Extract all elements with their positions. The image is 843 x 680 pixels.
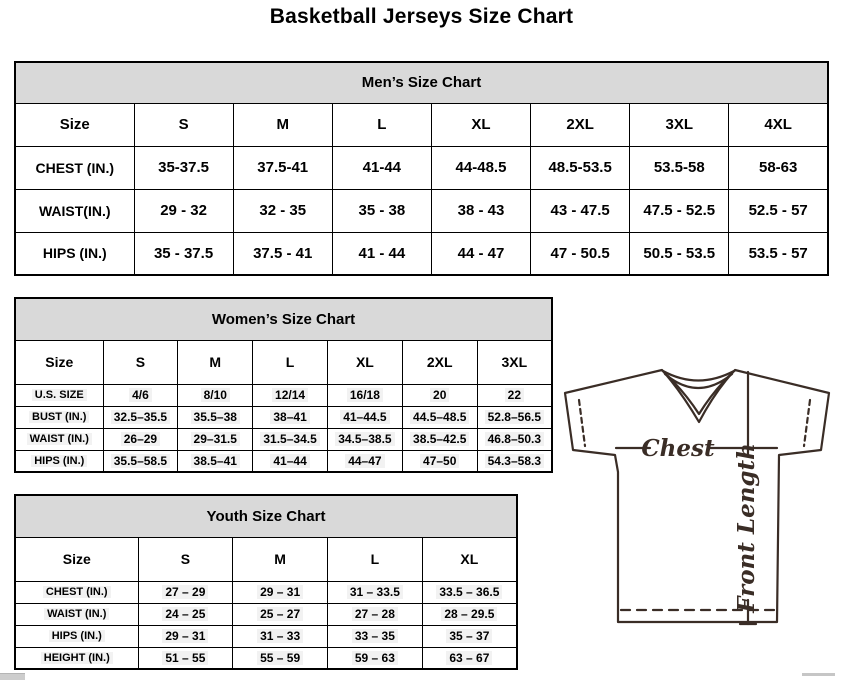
- size-cell: 52.5 - 57: [729, 189, 828, 232]
- column-header: S: [134, 103, 233, 146]
- size-cell: 31 – 33.5: [328, 581, 423, 603]
- column-header: M: [178, 340, 253, 384]
- size-cell: 51 – 55: [138, 647, 233, 669]
- table-row: [15, 62, 828, 103]
- column-header: 2XL: [402, 340, 477, 384]
- column-header: L: [332, 103, 431, 146]
- column-header: S: [138, 537, 233, 581]
- column-header: 3XL: [477, 340, 552, 384]
- size-cell: 8/10: [178, 384, 253, 406]
- size-cell: 22: [477, 384, 552, 406]
- youth-size-chart-table: [14, 494, 518, 670]
- size-cell: 41-44: [332, 146, 431, 189]
- column-header: 2XL: [531, 103, 630, 146]
- size-cell: 55 – 59: [233, 647, 328, 669]
- table-row: [15, 428, 552, 450]
- size-cell: 38–41: [253, 406, 328, 428]
- column-header: 4XL: [729, 103, 828, 146]
- size-cell: 50.5 - 53.5: [630, 232, 729, 275]
- table-row: [15, 406, 552, 428]
- column-header: Size: [15, 340, 103, 384]
- column-header: M: [233, 103, 332, 146]
- table-row: [15, 603, 517, 625]
- row-label: U.S. SIZE: [15, 384, 103, 406]
- row-label: HIPS (IN.): [15, 625, 138, 647]
- size-cell: 24 – 25: [138, 603, 233, 625]
- size-cell: 41–44.5: [327, 406, 402, 428]
- jersey-outline: [565, 370, 829, 622]
- table-row: [15, 232, 828, 275]
- size-cell: 26–29: [103, 428, 178, 450]
- table-header-row: [15, 340, 552, 384]
- size-cell: 35 - 37.5: [134, 232, 233, 275]
- men-table-title: Men’s Size Chart: [15, 62, 828, 103]
- size-cell: 16/18: [327, 384, 402, 406]
- size-cell: 37.5-41: [233, 146, 332, 189]
- size-cell: 44.5–48.5: [402, 406, 477, 428]
- size-cell: 38 - 43: [431, 189, 530, 232]
- column-header: XL: [422, 537, 517, 581]
- size-cell: 41 - 44: [332, 232, 431, 275]
- size-cell: 47–50: [402, 450, 477, 472]
- size-cell: 38.5–42.5: [402, 428, 477, 450]
- size-cell: 35 – 37: [422, 625, 517, 647]
- table-row: [15, 146, 828, 189]
- column-header: Size: [15, 537, 138, 581]
- size-cell: 32 - 35: [233, 189, 332, 232]
- size-cell: 63 – 67: [422, 647, 517, 669]
- size-cell: 20: [402, 384, 477, 406]
- front-length-label: Front Length: [733, 443, 760, 613]
- size-cell: 35 - 38: [332, 189, 431, 232]
- size-cell: 44 - 47: [431, 232, 530, 275]
- table-row: [15, 625, 517, 647]
- size-cell: 59 – 63: [328, 647, 423, 669]
- size-cell: 44–47: [327, 450, 402, 472]
- table-header-row: [15, 103, 828, 146]
- page-title: Basketball Jerseys Size Chart: [269, 5, 574, 28]
- row-label: HIPS (IN.): [15, 232, 134, 275]
- column-header: L: [253, 340, 328, 384]
- jersey-measurement-diagram: [558, 362, 843, 632]
- size-cell: 53.5-58: [630, 146, 729, 189]
- size-cell: 29 – 31: [138, 625, 233, 647]
- size-cell: 29 - 32: [134, 189, 233, 232]
- row-label: WAIST(IN.): [15, 189, 134, 232]
- size-cell: 54.3–58.3: [477, 450, 552, 472]
- column-header: XL: [327, 340, 402, 384]
- size-cell: 32.5–35.5: [103, 406, 178, 428]
- table-row: [15, 581, 517, 603]
- row-label: BUST (IN.): [15, 406, 103, 428]
- row-label: WAIST (IN.): [15, 603, 138, 625]
- size-cell: 37.5 - 41: [233, 232, 332, 275]
- size-cell: 33 – 35: [328, 625, 423, 647]
- size-cell: 34.5–38.5: [327, 428, 402, 450]
- women-table-title: Women’s Size Chart: [15, 298, 552, 340]
- table-header-row: [15, 537, 517, 581]
- column-header: XL: [431, 103, 530, 146]
- size-cell: 53.5 - 57: [729, 232, 828, 275]
- column-header: 3XL: [630, 103, 729, 146]
- row-label: CHEST (IN.): [15, 581, 138, 603]
- size-cell: 38.5–41: [178, 450, 253, 472]
- row-label: HIPS (IN.): [15, 450, 103, 472]
- size-cell: 41–44: [253, 450, 328, 472]
- bottom-right-cutoff-fragment: [802, 673, 835, 676]
- youth-table-title: Youth Size Chart: [15, 495, 517, 537]
- column-header: Size: [15, 103, 134, 146]
- size-cell: 48.5-53.5: [531, 146, 630, 189]
- size-cell: 29 – 31: [233, 581, 328, 603]
- row-label: HEIGHT (IN.): [15, 647, 138, 669]
- column-header: L: [328, 537, 423, 581]
- size-cell: 31 – 33: [233, 625, 328, 647]
- size-cell: 33.5 – 36.5: [422, 581, 517, 603]
- size-cell: 31.5–34.5: [253, 428, 328, 450]
- size-cell: 52.8–56.5: [477, 406, 552, 428]
- table-row: [15, 189, 828, 232]
- size-cell: 12/14: [253, 384, 328, 406]
- column-header: S: [103, 340, 178, 384]
- table-row: [15, 450, 552, 472]
- table-row: [15, 384, 552, 406]
- size-cell: 28 – 29.5: [422, 603, 517, 625]
- women-size-chart-table: [14, 297, 553, 473]
- size-cell: 27 – 29: [138, 581, 233, 603]
- size-cell: 27 – 28: [328, 603, 423, 625]
- size-cell: 43 - 47.5: [531, 189, 630, 232]
- column-header: M: [233, 537, 328, 581]
- size-cell: 44-48.5: [431, 146, 530, 189]
- size-cell: 29–31.5: [178, 428, 253, 450]
- men-size-chart-table: [14, 61, 829, 276]
- table-row: [15, 298, 552, 340]
- size-cell: 25 – 27: [233, 603, 328, 625]
- table-row: [15, 647, 517, 669]
- size-cell: 58-63: [729, 146, 828, 189]
- size-cell: 35-37.5: [134, 146, 233, 189]
- size-cell: 4/6: [103, 384, 178, 406]
- size-cell: 47.5 - 52.5: [630, 189, 729, 232]
- size-cell: 35.5–38: [178, 406, 253, 428]
- table-row: [15, 495, 517, 537]
- size-cell: 46.8–50.3: [477, 428, 552, 450]
- row-label: WAIST (IN.): [15, 428, 103, 450]
- chest-label: Chest: [641, 435, 715, 462]
- size-cell: 35.5–58.5: [103, 450, 178, 472]
- size-cell: 47 - 50.5: [531, 232, 630, 275]
- row-label: CHEST (IN.): [15, 146, 134, 189]
